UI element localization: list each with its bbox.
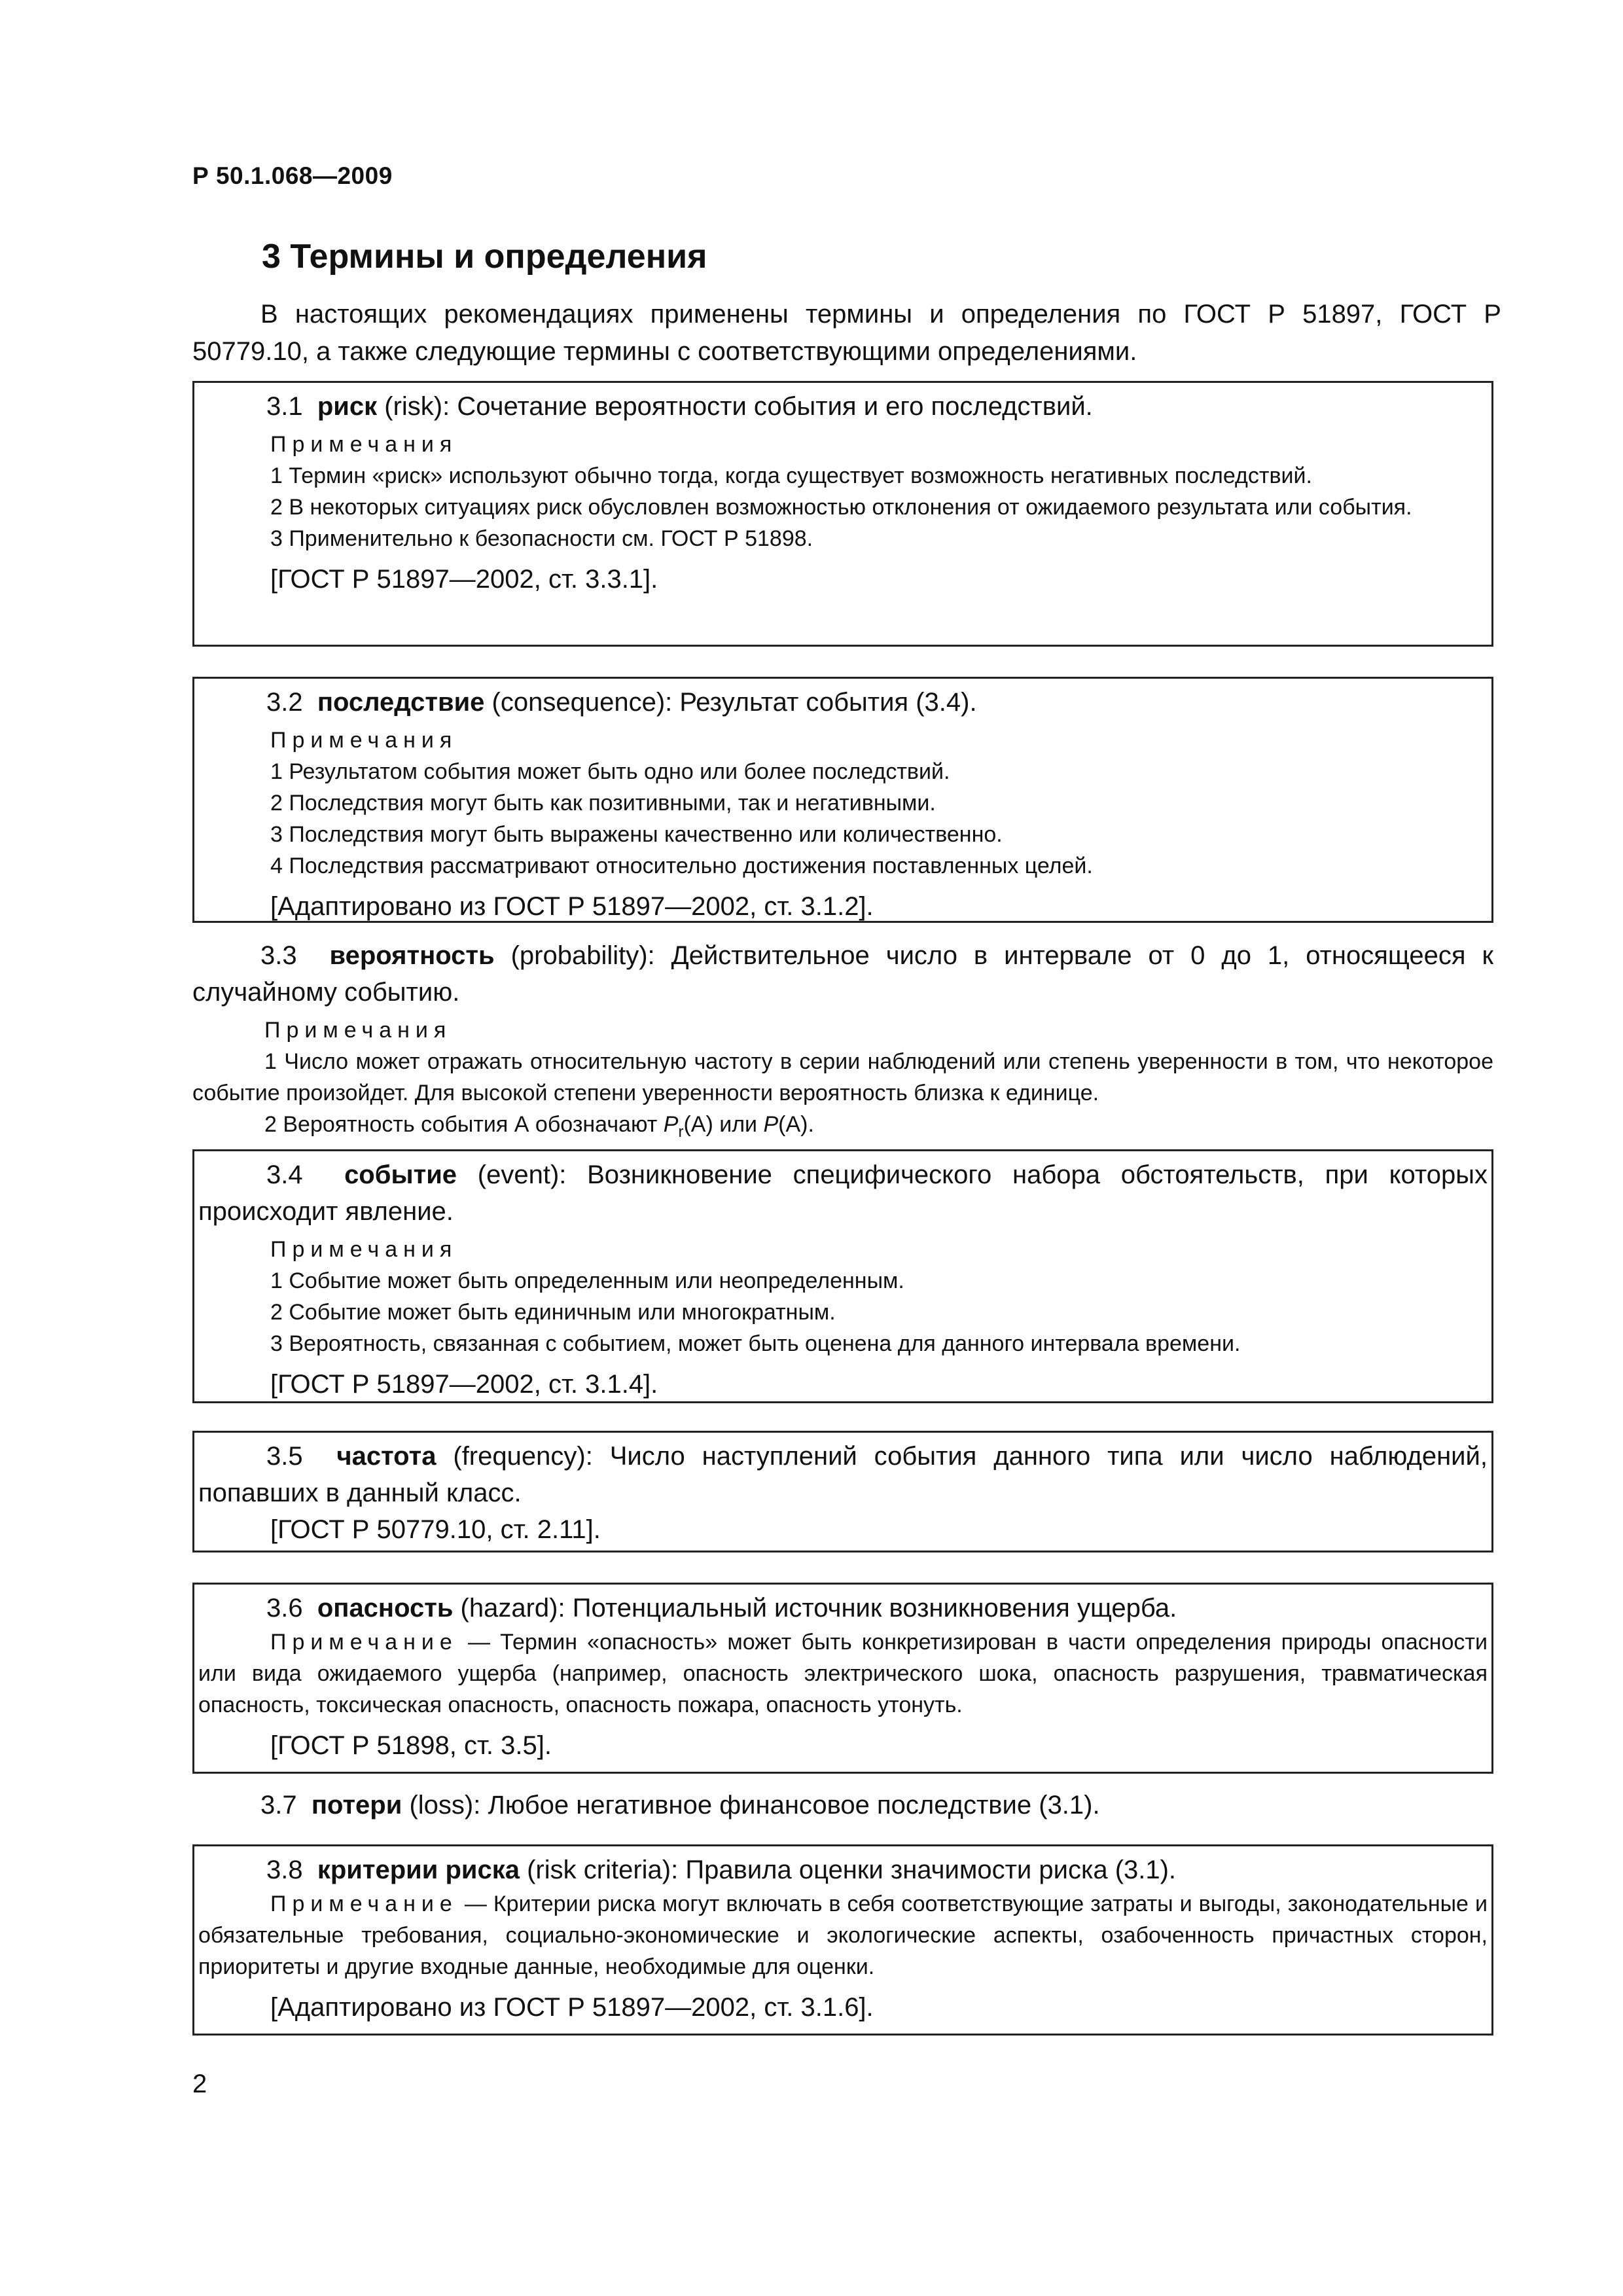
term-number: 3.8 <box>266 1856 303 1884</box>
term-english: (risk criteria) <box>527 1856 671 1884</box>
note <box>198 1888 1488 1982</box>
note: 2 Событие может быть единичным или многократным. <box>270 1300 836 1325</box>
term-box-hazard <box>192 1583 1493 1774</box>
term-source: [Адаптировано из ГОСТ Р 51897—2002, ст. 3.1.2]. <box>270 892 874 921</box>
term-definition <box>198 1590 1488 1626</box>
term-box-risk <box>192 381 1493 647</box>
note-label: Примечание <box>270 1892 458 1916</box>
note-subscript: r <box>678 1122 684 1141</box>
notes-heading: Примечания <box>264 1018 452 1043</box>
term-english: (loss) <box>409 1791 474 1820</box>
term-source: [Адаптировано из ГОСТ Р 51897—2002, ст. 3.1.6]. <box>270 1993 874 2022</box>
term-english: (risk) <box>384 392 443 421</box>
term-definition <box>192 1787 1493 1823</box>
note-text: — Критерии риска могут включать в себя соответствующие затраты и выгоды, законодательные и обязательные требования, социально-экономические и экологические аспекты, озабоченность причастных сторон, приоритеты и другие входные данные, необходимые для оценки. <box>198 1892 1488 1979</box>
note: 3 Вероятность, связанная с событием, может быть оценена для данного интервала времени. <box>270 1331 1241 1356</box>
note: 3 Последствия могут быть выражены качественно или количественно. <box>270 822 1003 847</box>
term-english: (consequence) <box>491 688 666 717</box>
note: 1 Результатом события может быть одно или более последствий. <box>270 759 950 784</box>
term-source: [ГОСТ Р 51897—2002, ст. 3.3.1]. <box>270 565 658 594</box>
term-name: риск <box>317 392 378 421</box>
note <box>198 1626 1488 1721</box>
note: 1 Число может отражать относительную частоту в серии наблюдений или степень уверенности в том, что некоторое событие произойдет. Для высокой степени уверенности вероятность близка к единице. <box>192 1049 1493 1105</box>
term-name: вероятность <box>329 941 495 970</box>
term-number: 3.1 <box>266 392 303 421</box>
note-text: 2 Вероятность события А обозначают <box>264 1112 664 1137</box>
term-source: [ГОСТ Р 51897—2002, ст. 3.1.4]. <box>270 1370 658 1399</box>
note: 1 Термин «риск» используют обычно тогда, когда существует возможность негативных последствий. <box>270 463 1312 488</box>
note-label: Примечание <box>270 1630 458 1655</box>
term-name: частота <box>336 1442 437 1471</box>
term-number: 3.5 <box>266 1442 303 1471</box>
term-definition <box>198 388 1488 425</box>
term-definition <box>198 1157 1488 1230</box>
term-english: (frequency) <box>453 1442 586 1471</box>
notes-heading: Примечания <box>270 1237 458 1262</box>
term-text: : Результат события (3.4). <box>665 688 977 717</box>
term-definition <box>198 684 1488 721</box>
term-definition <box>198 1852 1488 1888</box>
term-text: : Число наступлений события данного типа или число наблюдений, попавших в данный класс. <box>198 1442 1488 1507</box>
note: 4 Последствия рассматривают относительно достижения поставленных целей. <box>270 853 1093 878</box>
term-source: [ГОСТ Р 51898, ст. 3.5]. <box>270 1731 552 1760</box>
page-number: 2 <box>192 2070 207 2098</box>
note: 3 Применительно к безопасности см. ГОСТ Р 51898. <box>270 526 813 551</box>
section-title: 3 Термины и определения <box>262 238 707 276</box>
term-number: 3.3 <box>260 941 297 970</box>
term-text: : Действительное число в интервале от 0 до 1, относящееся к случайному событию. <box>192 941 1493 1007</box>
term-english: (event) <box>477 1160 560 1189</box>
note-text: (A) или <box>683 1112 764 1137</box>
note: 2 В некоторых ситуациях риск обусловлен возможностью отклонения от ожидаемого результата или события. <box>270 495 1412 520</box>
term-number: 3.7 <box>260 1791 297 1820</box>
note <box>192 1109 1493 1148</box>
term-name: событие <box>344 1160 457 1189</box>
term-text: : Любое негативное финансовое последствие (3.1). <box>473 1791 1100 1820</box>
term-block-loss <box>192 1787 1493 1823</box>
term-text: : Возникновение специфического набора обстоятельств, при которых происходит явление. <box>198 1160 1488 1226</box>
term-definition <box>198 1438 1488 1511</box>
note-symbol: P <box>663 1112 679 1137</box>
term-box-risk-criteria <box>192 1844 1493 2036</box>
term-name: критерии риска <box>317 1856 520 1884</box>
term-number: 3.4 <box>266 1160 303 1189</box>
term-english: (probability) <box>510 941 648 970</box>
standard-code: Р 50.1.068—2009 <box>192 162 393 189</box>
term-text: : Потенциальный источник возникновения ущерба. <box>558 1594 1177 1623</box>
note-text: — Термин «опасность» может быть конкретизирован в части определения природы опасности или вида ожидаемого ущерба (например, опасность электрического шока, опасность разрушения, травматическая опасность, токсическая опасность, опасность пожара, опасность утонуть. <box>198 1630 1488 1717</box>
note: 1 Событие может быть определенным или неопределенным. <box>270 1268 904 1293</box>
term-name: последствие <box>317 688 485 717</box>
term-block-probability <box>192 937 1493 1148</box>
note: 2 Последствия могут быть как позитивными, так и негативными. <box>270 791 936 816</box>
term-definition <box>192 937 1493 1011</box>
note-symbol: P <box>763 1112 779 1137</box>
term-text: : Правила оценки значимости риска (3.1). <box>671 1856 1177 1884</box>
term-name: опасность <box>317 1594 454 1623</box>
note-text: (A). <box>778 1112 814 1137</box>
term-source: [ГОСТ Р 50779.10, ст. 2.11]. <box>270 1515 601 1544</box>
term-english: (hazard) <box>460 1594 558 1623</box>
term-text: : Сочетание вероятности события и его последствий. <box>442 392 1093 421</box>
term-box-frequency <box>192 1431 1493 1552</box>
term-name: потери <box>311 1791 402 1820</box>
term-box-event <box>192 1149 1493 1403</box>
term-number: 3.2 <box>266 688 303 717</box>
notes-heading: Примечания <box>270 728 458 753</box>
term-box-consequence <box>192 677 1493 923</box>
term-number: 3.6 <box>266 1594 303 1623</box>
intro-paragraph: В настоящих рекомендациях применены термины и определения по ГОСТ Р 51897, ГОСТ Р 50779.10, а также следующие термины с соответствующими определениями. <box>192 300 1501 366</box>
notes-heading: Примечания <box>270 432 458 457</box>
